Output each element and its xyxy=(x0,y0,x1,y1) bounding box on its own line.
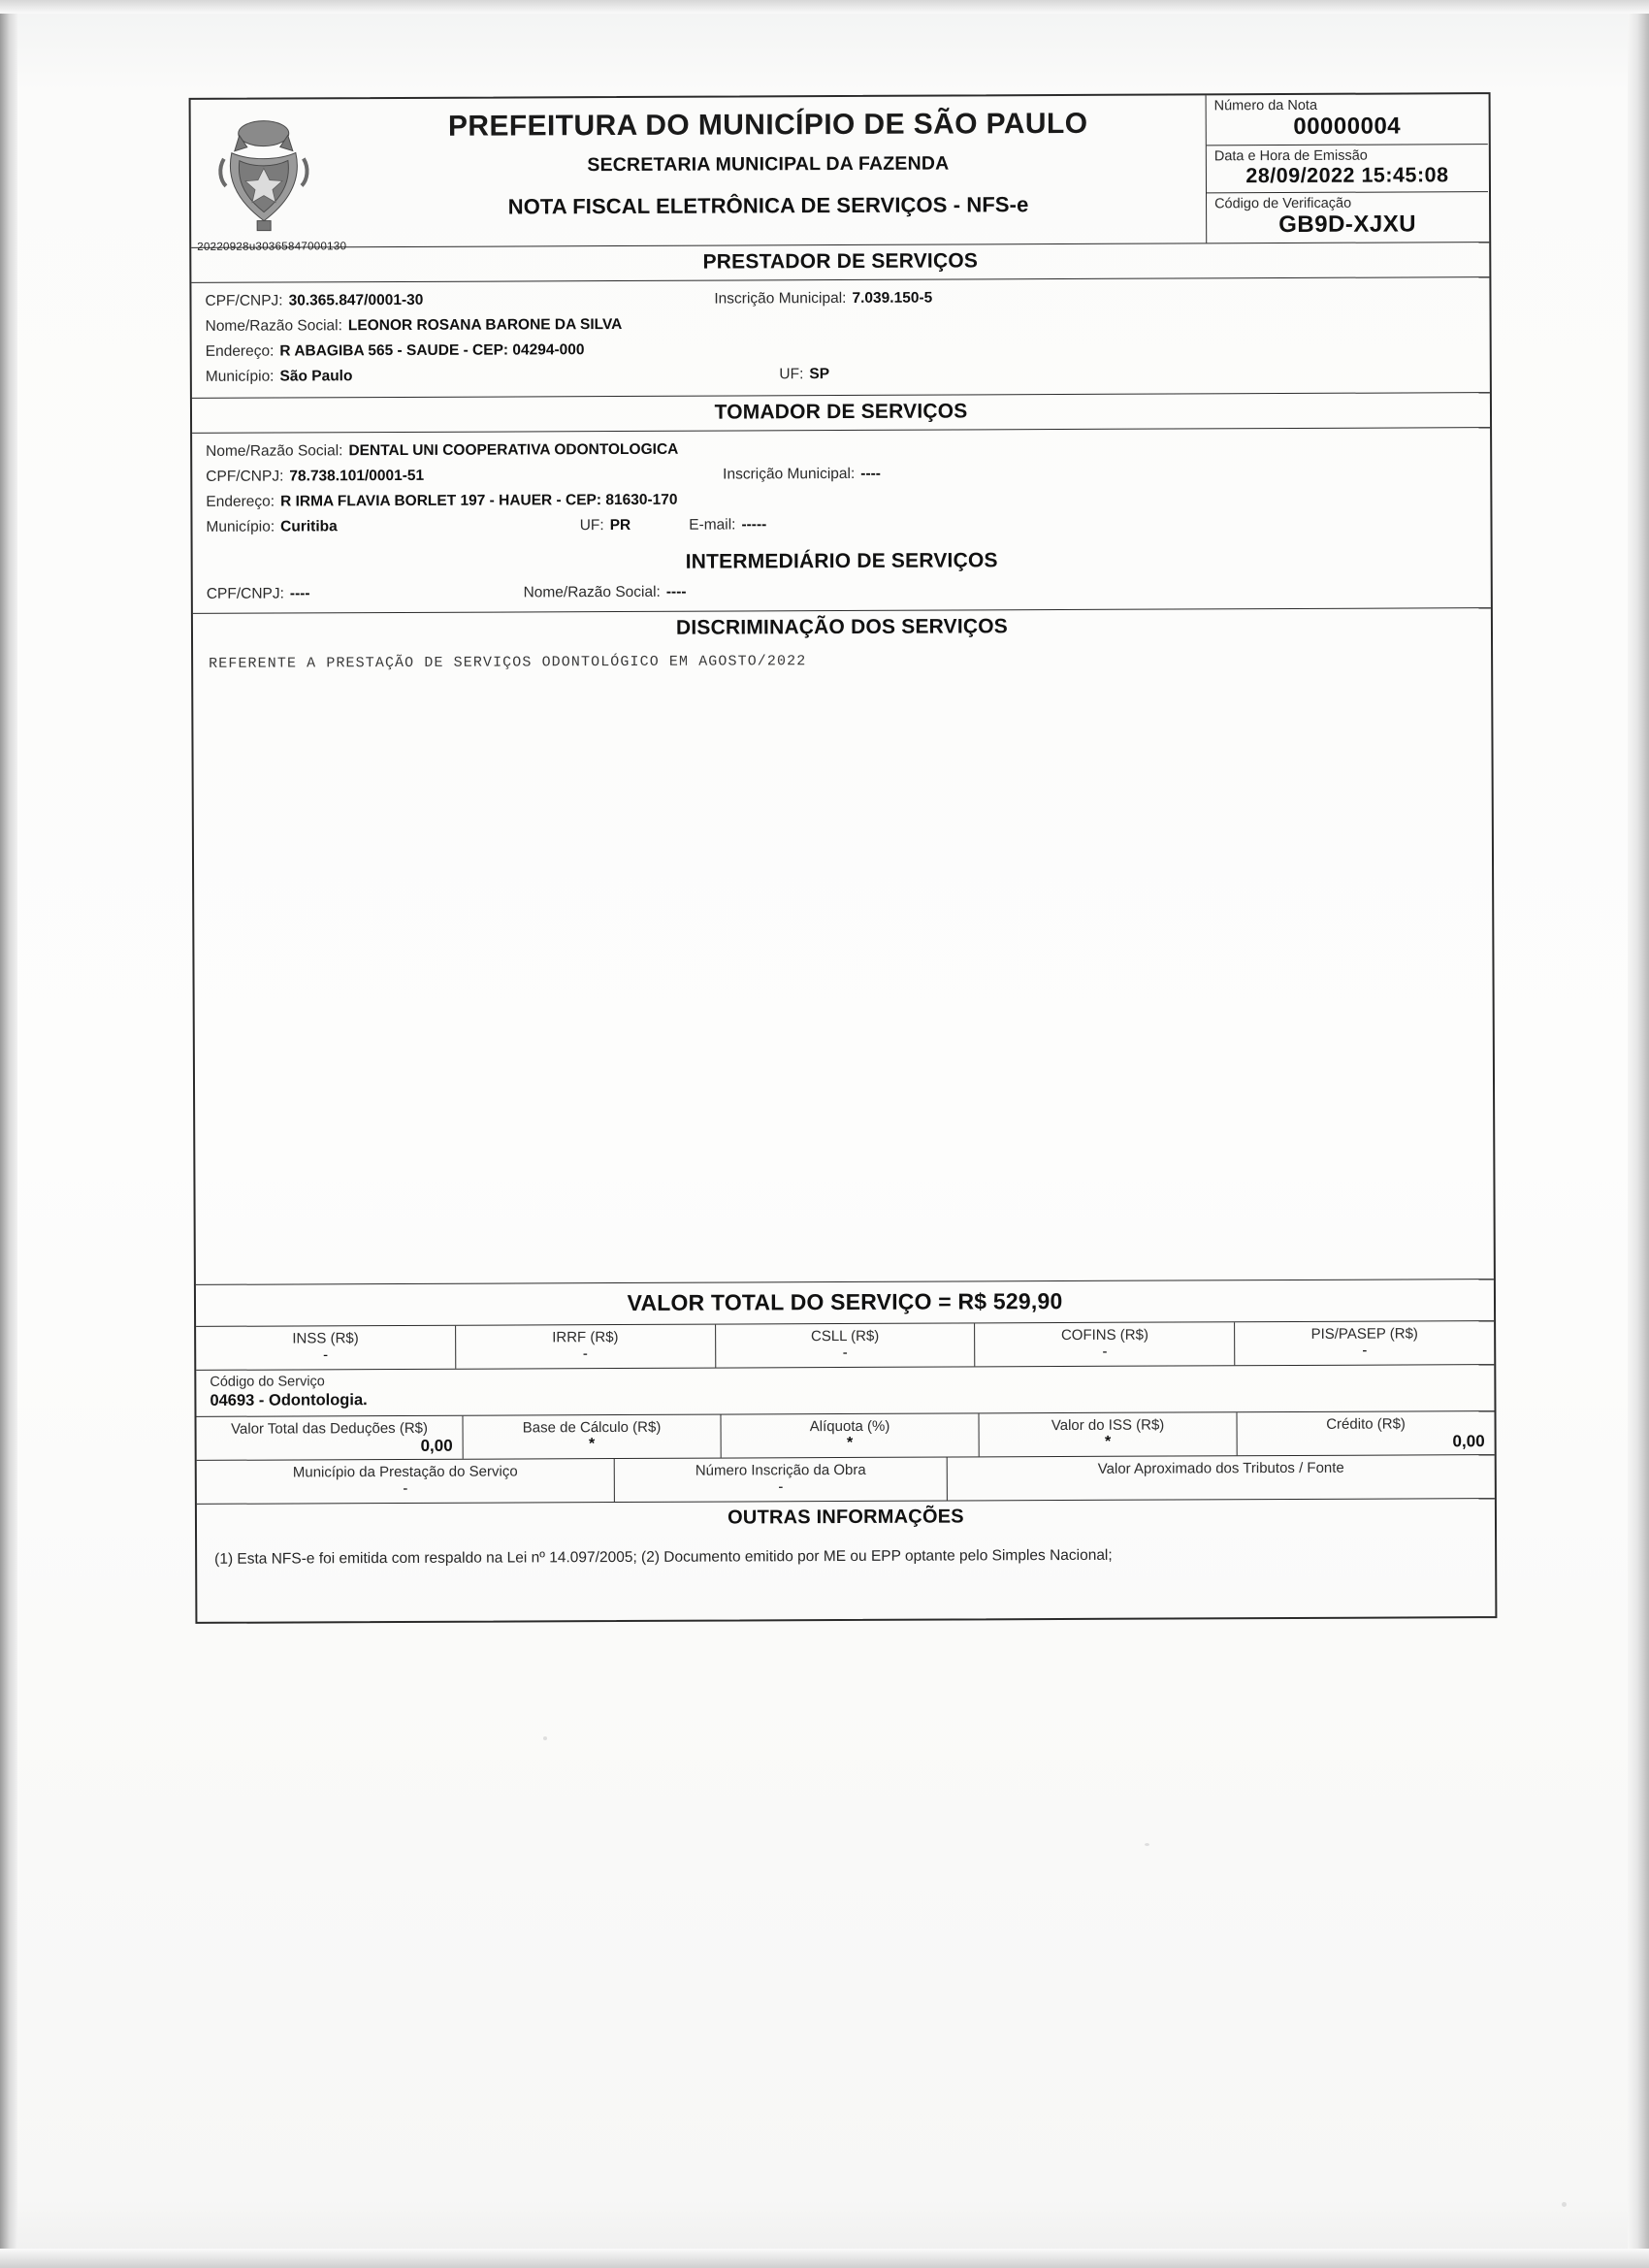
tomador-endereco-label: Endereço: xyxy=(206,493,275,510)
document-bottom-padding xyxy=(197,1583,1495,1622)
verification-code-block xyxy=(1207,192,1488,243)
prestador-block xyxy=(191,277,1490,399)
extra-cell-tributos-aproximados xyxy=(948,1455,1495,1500)
extra-header: Município da Prestação do Serviço xyxy=(292,1463,518,1481)
tributo-header: CSLL (R$) xyxy=(810,1327,880,1345)
tomador-email-label: E-mail: xyxy=(689,516,736,534)
tributo-header: IRRF (R$) xyxy=(552,1329,619,1346)
valor-total-servico: VALOR TOTAL DO SERVIÇO = R$ 529,90 xyxy=(196,1280,1494,1327)
tributos-federais-grid xyxy=(196,1321,1494,1371)
tomador-municipio-label: Município: xyxy=(206,518,275,535)
scan-speck xyxy=(543,1736,547,1740)
extra-value: - xyxy=(403,1479,408,1497)
secretaria-subtitle: SECRETARIA MUNICIPAL DA FAZENDA xyxy=(587,152,950,177)
tributo-cell-irrf xyxy=(456,1325,716,1369)
nota-number-block xyxy=(1207,94,1488,146)
calculo-cell-deducoes xyxy=(197,1416,464,1460)
document-type-title: NOTA FISCAL ELETRÔNICA DE SERVIÇOS - NFS-e xyxy=(507,192,1029,219)
tributo-header: COFINS (R$) xyxy=(1060,1326,1148,1345)
extra-grid xyxy=(197,1455,1495,1505)
intermediario-nome-value: ---- xyxy=(665,583,687,600)
tributo-value: - xyxy=(582,1345,588,1363)
tributo-header: INSS (R$) xyxy=(292,1330,359,1347)
calculo-cell-credito xyxy=(1237,1411,1494,1455)
extra-cell-inscricao-obra xyxy=(615,1458,948,1502)
extra-header: Valor Aproximado dos Tributos / Fonte xyxy=(1097,1459,1344,1477)
emission-date-block xyxy=(1207,145,1488,193)
calculo-value: 0,00 xyxy=(420,1436,453,1455)
tomador-inscricao-label: Inscrição Municipal: xyxy=(723,465,856,483)
discriminacao-text: REFERENTE A PRESTAÇÃO DE SERVIÇOS ODONTOLÓGICO EM AGOSTO/2022 xyxy=(193,642,1494,1285)
prestador-inscricao-label: Inscrição Municipal: xyxy=(714,289,847,308)
intermediario-cnpj-value: ---- xyxy=(289,585,310,602)
calculo-header: Alíquota (%) xyxy=(809,1417,890,1436)
outras-informacoes-text: (1) Esta NFS-e foi emitida com respaldo na Lei nº 14.097/2005; (2) Documento emitido por ME ou EPP optante pelo Simples Nacional; xyxy=(214,1546,1113,1568)
tributo-cell-csll xyxy=(716,1323,976,1367)
calculo-value: * xyxy=(846,1434,854,1451)
prestador-cnpj-value: 30.365.847/0001-30 xyxy=(288,291,424,309)
verification-code-label: Código de Verificação xyxy=(1214,195,1352,212)
page-edge-right xyxy=(1628,0,1649,2268)
extra-header: Número Inscrição da Obra xyxy=(695,1461,866,1479)
prestador-cnpj-label: CPF/CNPJ: xyxy=(205,292,283,309)
tributo-value: - xyxy=(1362,1342,1368,1359)
page-edge-left xyxy=(0,0,17,2268)
nota-number-value: 00000004 xyxy=(1293,113,1402,140)
tributo-cell-inss xyxy=(196,1326,456,1370)
tomador-block xyxy=(192,428,1491,548)
prestador-nome-value: LEONOR ROSANA BARONE DA SILVA xyxy=(347,315,623,335)
header-titles xyxy=(337,95,1207,246)
tributo-value: - xyxy=(1102,1343,1108,1360)
calculo-cell-base xyxy=(464,1415,722,1459)
discriminacao-banner: DISCRIMINAÇÃO DOS SERVIÇOS xyxy=(675,615,1009,639)
calculo-header: Crédito (R$) xyxy=(1326,1415,1406,1433)
nfse-document xyxy=(189,92,1498,1624)
tomador-email-value: ----- xyxy=(741,516,767,534)
prestador-municipio-value: São Paulo xyxy=(279,368,353,385)
prestador-uf-label: UF: xyxy=(779,366,804,383)
calculo-grid xyxy=(197,1411,1495,1461)
calculo-value: * xyxy=(1104,1433,1112,1450)
prestador-inscricao-value: 7.039.150-5 xyxy=(852,289,933,307)
calculo-header: Base de Cálculo (R$) xyxy=(522,1418,662,1437)
tomador-inscricao-value: ---- xyxy=(860,465,881,482)
tributo-value: - xyxy=(323,1346,329,1364)
calculo-cell-iss xyxy=(980,1412,1238,1456)
tomador-endereco-value: R IRMA FLAVIA BORLET 197 - HAUER - CEP: 81630-170 xyxy=(280,491,678,510)
prestador-endereco-label: Endereço: xyxy=(205,342,275,360)
emission-date-label: Data e Hora de Emissão xyxy=(1213,147,1368,165)
emission-date-value: 28/09/2022 15:45:08 xyxy=(1245,163,1449,188)
page-edge-top xyxy=(0,0,1649,14)
calculo-header: Valor Total das Deduções (R$) xyxy=(231,1419,429,1438)
verification-code-value: GB9D-XJXU xyxy=(1278,211,1417,239)
extra-value: - xyxy=(778,1478,784,1496)
scan-speck xyxy=(1145,1843,1149,1846)
intermediario-banner: INTERMEDIÁRIO DE SERVIÇOS xyxy=(685,549,998,573)
codigo-servico-block xyxy=(196,1365,1494,1417)
tomador-nome-label: Nome/Razão Social: xyxy=(206,442,343,460)
intermediario-nome-label: Nome/Razão Social: xyxy=(523,583,661,601)
prestador-endereco-value: R ABAGIBA 565 - SAUDE - CEP: 04294-000 xyxy=(279,341,585,360)
tomador-uf-label: UF: xyxy=(579,517,604,535)
codigo-servico-label: Código do Serviço xyxy=(210,1374,325,1390)
page-edge-bottom xyxy=(0,2249,1649,2268)
prestador-banner: PRESTADOR DE SERVIÇOS xyxy=(191,243,1489,283)
tributo-cell-cofins xyxy=(975,1322,1235,1366)
extra-value xyxy=(954,1475,1489,1497)
codigo-servico-value: 04693 - Odontologia. xyxy=(210,1391,368,1409)
scan-speck xyxy=(1562,2202,1567,2207)
prestador-uf-value: SP xyxy=(809,366,830,383)
tomador-uf-value: PR xyxy=(609,516,631,535)
calculo-cell-aliquota xyxy=(722,1413,980,1457)
intermediario-line xyxy=(207,576,1477,607)
barcode-text: 20220928u30365847000130 xyxy=(197,241,347,253)
header-meta-area xyxy=(1207,94,1489,243)
document-header xyxy=(191,94,1490,253)
intermediario-cnpj-label: CPF/CNPJ: xyxy=(206,585,284,602)
prestador-municipio-label: Município: xyxy=(205,368,275,385)
tributo-cell-pis xyxy=(1235,1321,1494,1365)
tomador-nome-value: DENTAL UNI COOPERATIVA ODONTOLOGICA xyxy=(348,440,679,460)
tomador-cnpj-value: 78.738.101/0001-51 xyxy=(289,467,425,485)
tributo-header: PIS/PASEP (R$) xyxy=(1310,1325,1418,1343)
calculo-header: Valor do ISS (R$) xyxy=(1051,1416,1165,1435)
tomador-banner: TOMADOR DE SERVIÇOS xyxy=(192,393,1490,434)
prestador-nome-label: Nome/Razão Social: xyxy=(205,317,342,335)
tributo-value: - xyxy=(842,1344,848,1362)
calculo-value: * xyxy=(588,1436,596,1453)
coat-of-arms-icon xyxy=(191,99,338,247)
tomador-municipio-value: Curitiba xyxy=(280,518,338,535)
prefeitura-title: PREFEITURA DO MUNICÍPIO DE SÃO PAULO xyxy=(447,107,1088,143)
outras-informacoes-banner: OUTRAS INFORMAÇÕES xyxy=(728,1506,964,1529)
extra-cell-municipio-prestacao xyxy=(197,1459,615,1504)
tomador-cnpj-label: CPF/CNPJ: xyxy=(206,468,284,485)
calculo-value: 0,00 xyxy=(1452,1432,1485,1451)
header-title-area xyxy=(191,95,1208,247)
nota-number-label: Número da Nota xyxy=(1213,97,1318,114)
